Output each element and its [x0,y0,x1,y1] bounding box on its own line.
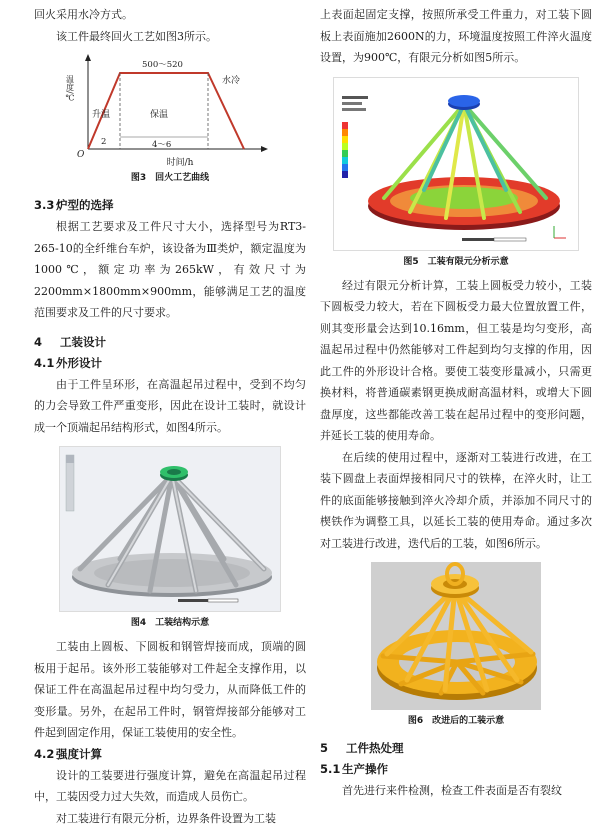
origin-label: O [77,150,85,157]
paragraph-intro-1: 回火采用水冷方式。 [34,8,133,21]
right-column [320,0,592,802]
section-number: 4.1 [34,355,55,370]
section-number: 5 [320,741,329,755]
section-number: 4 [34,334,43,349]
paragraph-fea-conclusion: 经过有限元分析计算，工装上圆板受力较小，工装下圆板受力较大，若在下圆板受力最大位置放置工件，则其变形量会达到10.16mm，但工装是均匀变形，高温起吊过程中仍然能够对工件起到均匀支撑的作用，因此工件的外形设计合格。要使工装变形量减小，只需更换材料，将普通碳素钢更换成耐高温材料，或增大下圆盘厚度，这些都能改善工装在起吊过程中的变形问题，并延长工装的使用寿命。 [320,278,592,442]
paragraph-intro-2: 该工件最终回火工艺如图3所示。 [56,29,217,43]
figure-6-caption: 图6 改进后的工装示意 [407,716,505,726]
phase-holding-label: 保温 [150,110,169,120]
section-title: 工件热处理 [346,741,404,755]
section-5-heading [320,738,592,759]
figure-4-caption: 图4 工装结构示意 [130,618,210,628]
figure-6-improved-fixture [371,562,541,710]
section-number: 3.3 [34,198,55,212]
section-4-1-heading [34,353,306,374]
section-5-1-heading [320,759,592,780]
section-number: 4.2 [34,746,55,761]
phase-cooling-label: 水冷 [222,76,241,86]
temperature-range-label: 500～520 [142,60,183,70]
figure-3-tempering-curve [58,53,282,157]
figure-3-caption: 图3 回火工艺曲线 [130,173,210,183]
y-axis-label: 温度/℃ [65,75,75,103]
section-title: 外形设计 [56,355,102,370]
left-column [34,0,306,829]
section-title: 工装设计 [60,334,106,349]
figure-4-fixture-model [59,446,281,612]
section-4-heading [34,332,306,353]
paragraph-production-operation: 首先进行来件检测，检查工件表面是否有裂纹 [342,784,562,797]
holding-time-label: 4～6 [152,140,172,150]
section-3-3-heading [34,195,306,216]
paragraph-fixture-improvement: 在后续的使用过程中，逐渐对工装进行改进，在工装下圆盘上表面焊接相同尺寸的铁棒，在淬火时，让工件的底面能够接触到淬火冷却介质，并添加不同尺寸的楔铁作为调整工具，以延长工装的使用寿命。通过多次对工装进行改进，迭代后的工装，如图6所示。 [320,450,592,550]
paragraph-shape-design: 由于工件呈环形，在高温起吊过程中，受到不均匀的力会导致工件严重变形，因此在设计工装时，就设计成一个顶端起吊结构形式，如图4所示。 [34,377,306,434]
figure-5-fea-result [333,77,579,251]
paragraph-fixture-composition: 工装由上圆板、下圆板和钢管焊接而成，顶端的圆板用于起吊。该外形工装能够对工件起全支撑作用，以保证工件在高温起吊过程中均匀受力，从而降低工件的变形量。另外，在起吊工件时，钢管焊接部分能够对工件起到固定作用，保证工装使用的安全性。 [34,640,306,739]
paragraph-fea-continued: 上表面起固定支撑，按照所承受工件重力，对工装下圆板上表面施加2600N的力，环境温度按照工件淬火温度设置，为900℃，有限元分析如图5所示。 [320,8,592,64]
tempering-curve-chart [58,53,282,157]
x-axis-label: 时间/h [166,158,194,168]
section-title: 生产操作 [342,762,388,776]
section-number: 5.1 [320,762,341,776]
section-title: 强度计算 [56,746,102,761]
paragraph-furnace-selection: 根据工艺要求及工件尺寸大小，选择型号为RT3-265-10的全纤维台车炉，该设备为Ⅲ类炉，额定温度为1000℃，额定功率为265kW，有效尺寸为2200mm×1800mm×900mm，能够满足工艺的温度范围要求及工件的尺寸要求。 [34,220,306,319]
section-4-2-heading [34,744,306,765]
phase-heating-label: 升温 [92,110,111,120]
section-title: 炉型的选择 [56,198,114,212]
paragraph-strength-calculation: 设计的工装要进行强度计算，避免在高温起吊过程中，工装因受力过大失效，而造成人员伤亡。 [34,768,306,803]
paragraph-fea-setup: 对工装进行有限元分析，边界条件设置为工装 [56,811,276,825]
heating-time-label: 2 [101,137,107,147]
figure-5-caption: 图5 工装有限元分析示意 [403,256,509,267]
